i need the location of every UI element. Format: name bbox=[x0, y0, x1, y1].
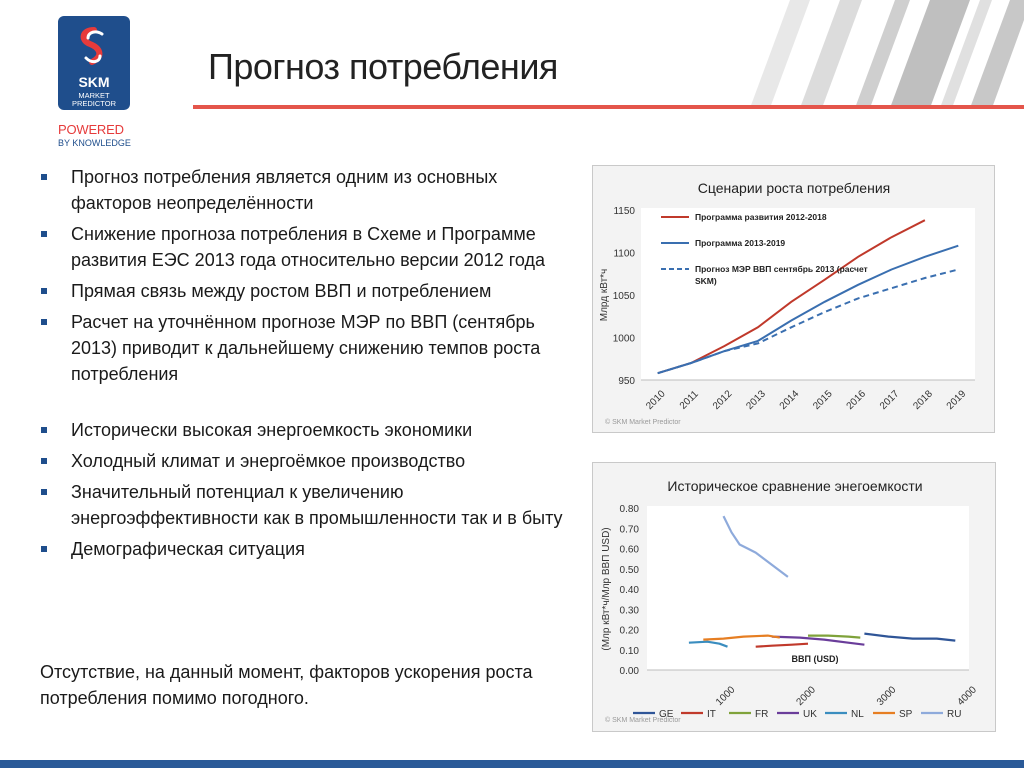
bullet-list bbox=[40, 164, 570, 567]
x-tick-label: 2010 bbox=[644, 388, 668, 412]
list-item: Исторически высокая энергоемкость экономики bbox=[40, 417, 570, 443]
x-tick-label: 2016 bbox=[844, 388, 869, 412]
legend-label: Программа развития 2012-2018 bbox=[695, 212, 827, 222]
bullet-group-1 bbox=[40, 164, 570, 387]
x-tick-label: 2000 bbox=[794, 684, 818, 708]
chart-title: Историческое сравнение энегоемкости bbox=[667, 478, 923, 494]
conclusion-text: Отсутствие, на данный момент, факторов ускорения роста потребления помимо погодного. bbox=[40, 662, 533, 708]
powered-label: POWERED bbox=[58, 122, 124, 137]
x-tick-label: 2011 bbox=[677, 388, 701, 412]
legend-label: IT bbox=[707, 709, 716, 720]
x-tick-label: 2017 bbox=[877, 388, 902, 412]
watermark: © SKM Market Predictor bbox=[605, 419, 681, 426]
footer-bar bbox=[0, 760, 1024, 768]
powered-by-knowledge bbox=[58, 122, 138, 148]
legend-label: SKM) bbox=[695, 276, 717, 286]
y-axis-label: (Млр кВт*ч/Млр ВВП USD) bbox=[601, 527, 612, 651]
x-tick-label: 2013 bbox=[744, 388, 768, 412]
chart-canvas bbox=[593, 463, 997, 733]
x-tick-label: 3000 bbox=[874, 684, 899, 708]
y-tick-label: 1150 bbox=[613, 206, 635, 217]
x-tick-label: 2014 bbox=[777, 388, 802, 412]
logo-swirl-icon bbox=[58, 24, 130, 70]
chart-canvas bbox=[593, 166, 996, 434]
x-tick-label: 2019 bbox=[944, 388, 969, 412]
y-tick-label: 0.60 bbox=[619, 544, 639, 556]
consumption-scenarios-chart bbox=[592, 165, 995, 433]
legend-label: FR bbox=[755, 709, 769, 720]
y-tick-label: 0.40 bbox=[619, 585, 639, 596]
legend-label: RU bbox=[947, 709, 962, 720]
legend-label: SP bbox=[899, 709, 913, 720]
x-tick-label: 1000 bbox=[713, 684, 738, 708]
y-tick-label: 0.50 bbox=[619, 564, 639, 576]
x-tick-label: 4000 bbox=[955, 684, 979, 708]
x-tick-label: 2015 bbox=[811, 388, 835, 412]
y-tick-label: 0.70 bbox=[619, 524, 639, 536]
title-divider bbox=[193, 105, 1024, 109]
plot-area bbox=[641, 208, 975, 380]
x-axis-label: ВВП (USD) bbox=[791, 654, 839, 664]
y-axis-label: Млрд кВт*ч bbox=[599, 268, 610, 322]
y-tick-label: 0.20 bbox=[619, 625, 639, 637]
list-item: Снижение прогноза потребления в Схеме и Программе развития ЕЭС 2013 года относительно версии 2012 года bbox=[40, 221, 570, 273]
y-tick-label: 1100 bbox=[613, 248, 635, 260]
watermark: © SKM Market Predictor bbox=[605, 717, 681, 724]
by-knowledge-label: BY KNOWLEDGE bbox=[58, 138, 131, 148]
header-decoration bbox=[640, 0, 1024, 108]
list-item: Прогноз потребления является одним из основных факторов неопределённости bbox=[40, 164, 570, 216]
y-tick-label: 1000 bbox=[612, 333, 635, 345]
list-item: Расчет на уточнённом прогнозе МЭР по ВВП (сентябрь 2013) приводит к дальнейшему снижению темпов роста потребления bbox=[40, 309, 570, 387]
legend-label: UK bbox=[803, 709, 817, 720]
bullet-group-2 bbox=[40, 417, 570, 562]
legend-label: Программа 2013-2019 bbox=[695, 238, 786, 248]
plot-area bbox=[647, 506, 969, 670]
x-tick-label: 2018 bbox=[911, 388, 935, 412]
logo-name: SKM bbox=[78, 74, 110, 90]
legend-label: GE bbox=[659, 709, 674, 720]
y-tick-label: 0.30 bbox=[619, 605, 639, 617]
page-title: Прогноз потребления bbox=[208, 46, 558, 87]
list-item: Значительный потенциал к увеличению энергоэффективности как в промышленности так и в быту bbox=[40, 479, 570, 531]
y-tick-label: 0.00 bbox=[619, 666, 639, 677]
legend-label: NL bbox=[851, 709, 864, 720]
logo-subtitle: MARKET PREDICTOR bbox=[71, 91, 117, 108]
energy-intensity-chart bbox=[592, 462, 996, 732]
y-tick-label: 950 bbox=[618, 376, 635, 387]
y-tick-label: 0.80 bbox=[619, 504, 639, 515]
y-tick-label: 1050 bbox=[612, 291, 635, 302]
chart-title: Сценарии роста потребления bbox=[697, 180, 891, 196]
x-tick-label: 2012 bbox=[710, 388, 735, 412]
list-item: Холодный климат и энергоёмкое производство bbox=[40, 448, 570, 474]
legend-label: Прогноз МЭР ВВП сентябрь 2013 (расчет bbox=[695, 264, 868, 274]
y-tick-label: 0.10 bbox=[619, 645, 639, 657]
list-item: Демографическая ситуация bbox=[40, 536, 570, 562]
skm-logo bbox=[58, 16, 130, 110]
list-item: Прямая связь между ростом ВВП и потреблением bbox=[40, 278, 570, 304]
